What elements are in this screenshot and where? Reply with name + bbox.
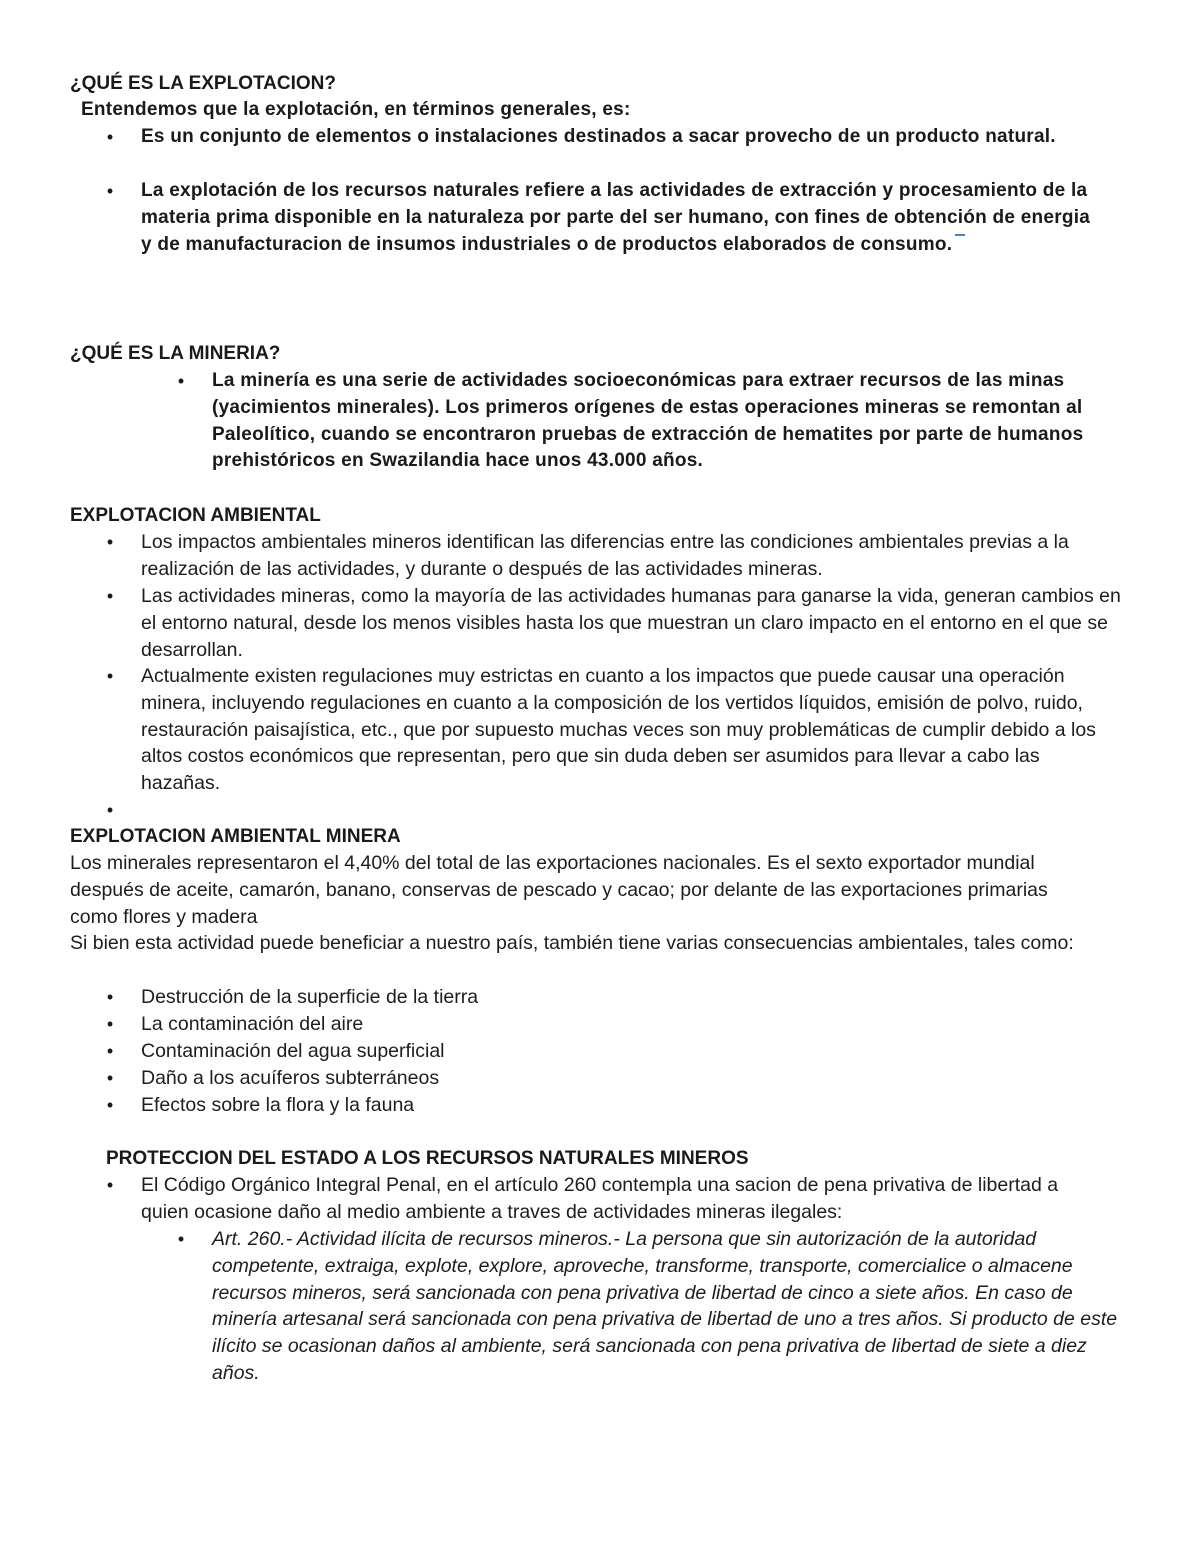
heading-explotacion-ambiental: EXPLOTACION AMBIENTAL [70, 505, 321, 526]
list-item: Contaminación del agua superficial [141, 1040, 445, 1062]
intro-text: Entendemos que la explotación, en términos generales, es: [81, 99, 631, 120]
list-item: Las actividades mineras, como la mayoría de las actividades humanas para ganarse la vida, generan cambios en el entorno natural, desde los menos visibles hasta los que muestran un claro impacto en el entorno en el que se desarrollan. [141, 585, 1121, 661]
list-item: Efectos sobre la flora y la fauna [141, 1094, 415, 1116]
paragraph: Los minerales representaron el 4,40% del total de las exportaciones nacionales. Es el sexto exportador mundial después de aceite, camarón, banano, conservas de pescado y cacao; por delante de las exportaciones primarias como flores y madera [70, 852, 1048, 928]
bullet-marker-empty: • [106, 800, 114, 820]
list-item: La minería es una serie de actividades socioeconómicas para extraer recursos de las minas (yacimientos minerales). Los primeros orígenes de estas operaciones mineras se remontan al Paleolítico, cuando se encontraron pruebas de extracción de hematites por parte de humanos prehistóricos en Swazilandia hace unos 43.000 años. [212, 370, 1084, 472]
paragraph: Si bien esta actividad puede beneficiar a nuestro país, también tiene varias consecuencias ambientales, tales como: [70, 932, 1074, 954]
bullet-marker: • [106, 666, 114, 686]
list-item: Destrucción de la superficie de la tierra [141, 986, 479, 1008]
text-cursor [955, 234, 965, 236]
heading-explotacion-ambiental-minera: EXPLOTACION AMBIENTAL MINERA [70, 826, 401, 847]
bullet-marker: • [106, 1068, 114, 1088]
heading-proteccion-del-estado: PROTECCION DEL ESTADO A LOS RECURSOS NATURALES MINEROS [106, 1148, 749, 1169]
bullet-marker: • [177, 1229, 185, 1249]
bullet-marker: • [106, 1041, 114, 1061]
bullet-marker: • [106, 1095, 114, 1115]
list-item: Actualmente existen regulaciones muy estrictas en cuanto a los impactos que puede causar una operación minera, incluyendo regulaciones en cuanto a la composición de los vertidos líquidos, emisión de polvo, ruido, restauración paisajística, etc., que por supuesto muchas veces son muy problemáticas de cumplir debido a los altos costos económicos que representan, pero que sin duda deben ser asumidos para llevar a cabo las hazañas. [141, 665, 1096, 795]
bullet-marker: • [106, 1014, 114, 1034]
list-item: El Código Orgánico Integral Penal, en el artículo 260 contempla una sacion de pena privativa de libertad a quien ocasione daño al medio ambiente a traves de actividades mineras ilegales: [141, 1174, 1059, 1223]
list-item: Daño a los acuíferos subterráneos [141, 1067, 440, 1089]
heading-que-es-la-mineria: ¿QUÉ ES LA MINERIA? [70, 343, 281, 364]
bullet-marker: • [106, 181, 114, 201]
list-item: La contaminación del aire [141, 1013, 364, 1035]
sub-list-item-article-260: Art. 260.- Actividad ilícita de recursos mineros.- La persona que sin autorización de la autoridad competente, extraiga, explote, explore, aproveche, transforme, transporte, comercialice o almacene recursos mineros, será sancionada con pena privativa de libertad de cinco a siete años. En caso de minería artesanal será sancionada con pena privativa de libertad de uno a tres años. Si producto de este ilícito se ocasionan daños al ambiente, será sancionada con pena privativa de libertad de siete a diez años. [212, 1228, 1118, 1384]
bullet-marker: • [106, 987, 114, 1007]
bullet-marker: • [177, 371, 185, 391]
bullet-marker: • [106, 1175, 114, 1195]
bullet-marker: • [106, 532, 114, 552]
list-item: Los impactos ambientales mineros identifican las diferencias entre las condiciones ambientales previas a la realización de las actividades, y durante o después de las actividades mineras. [141, 531, 1069, 580]
heading-que-es-la-explotacion: ¿QUÉ ES LA EXPLOTACION? [70, 73, 337, 94]
bullet-marker: • [106, 586, 114, 606]
bullet-marker: • [106, 127, 114, 147]
list-item: Es un conjunto de elementos o instalaciones destinados a sacar provecho de un producto natural. [141, 126, 1056, 147]
list-item: La explotación de los recursos naturales refiere a las actividades de extracción y procesamiento de la materia prima disponible en la naturaleza por parte del ser humano, con fines de obtención de energia y de manufacturacion de insumos industriales o de productos elaborados de consumo. [141, 180, 1091, 255]
